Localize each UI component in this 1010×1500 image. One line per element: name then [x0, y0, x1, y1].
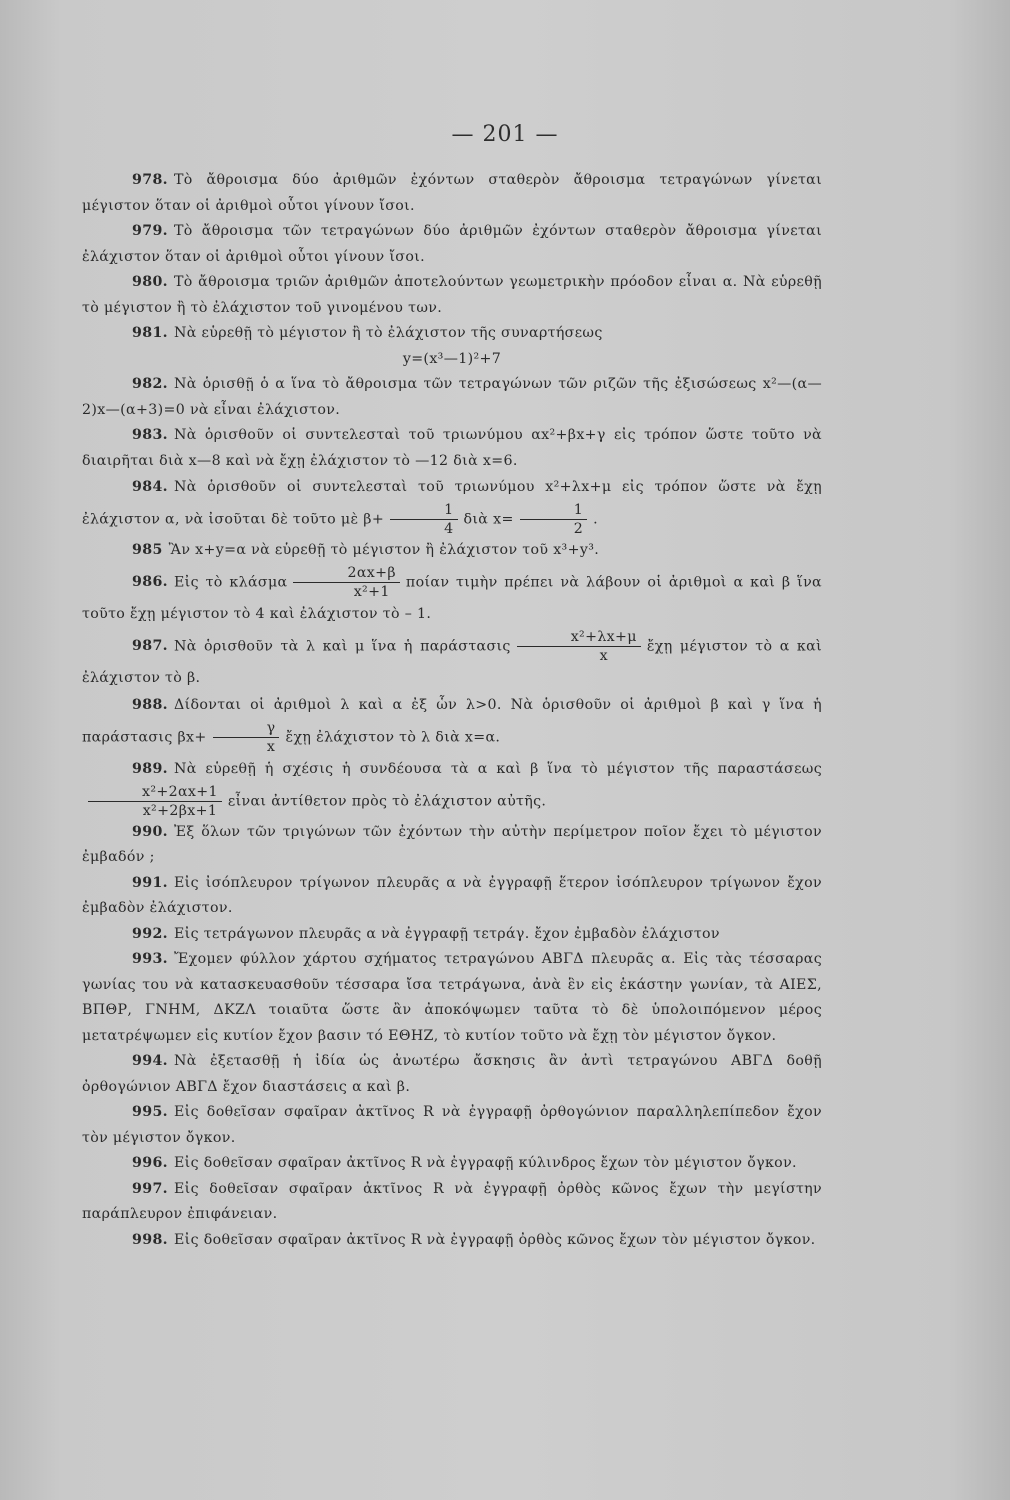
exercise-995 [82, 1100, 822, 1151]
fraction-expression [517, 628, 641, 665]
fraction-numerator: 1 [520, 501, 587, 520]
fraction-numerator: 2αx+β [293, 564, 399, 583]
exercise-990 [82, 820, 822, 871]
exercise-text: . [593, 511, 598, 528]
exercise-number: 998. [132, 1231, 168, 1248]
exercise-981 [82, 321, 822, 347]
exercise-number: 986. [132, 574, 168, 590]
exercise-number: 989. [132, 760, 168, 777]
exercise-text: Εἰς τετράγωνον πλευρᾶς α νὰ ἐγγραφῇ τετράγ. ἔχον ἐμβαδὸν ἐλάχιστον [173, 925, 720, 942]
exercise-number: 978. [132, 172, 168, 188]
exercise-number: 985 [132, 542, 163, 558]
exercise-number: 994. [132, 1053, 168, 1069]
exercise-text: Ἔχομεν φύλλον χάρτου σχήματος τετραγώνου ΑΒΓΔ πλευρᾶς α. Εἰς τὰς τέσσαρας γωνίας του νὰ κατασκευασθοῦν τέσσαρα ἴσα τετράγωνα, ἀνὰ ἓν εἰς ἑκάστην γωνίαν, τὰ ΑΙΕΣ, ΒΠΘΡ, ΓΝΗΜ, ΔΚΖΛ τοιαῦτα ὥστε ἂν ἀποκόψωμεν ταῦτα τὸ δὲ ὑπολοιπόμενον μέρος μετατρέψωμεν εἰς κυτίον ἔχον βασιν τό ΕΘΗΖ, τὸ κυτίον τοῦτο νὰ ἔχῃ τὸν μέγιστον ὄγκον. [82, 951, 822, 1044]
fraction-denominator: x²+1 [353, 583, 390, 600]
fraction-numerator: x²+λx+μ [517, 628, 641, 647]
exercise-997 [82, 1177, 822, 1228]
exercise-text: Τὸ ἄθροισμα τριῶν ἀριθμῶν ἀποτελούντων γεωμετρικὴν πρόοδον εἶναι α. Νὰ εὑρεθῇ τὸ μέγιστον ἢ τὸ ἐλάχιστον τοῦ γινομένου των. [82, 274, 822, 316]
exercise-number: 984. [132, 479, 168, 495]
exercise-text: Δίδονται οἱ ἀριθμοὶ λ καὶ α ἐξ ὧν λ>0. Νὰ ὁρισθοῦν οἱ ἀριθμοὶ β καὶ γ ἵνα ἡ παράστασις βx+ [82, 696, 822, 745]
exercise-998 [82, 1228, 822, 1254]
exercise-text: Τὸ ἄθροισμα δύο ἀριθμῶν ἐχόντων σταθερὸν ἄθροισμα τετραγώνων γίνεται μέγιστον ὅταν οἱ ἀριθμοὶ οὗτοι γίνουν ἴσοι. [82, 172, 822, 214]
fraction-denominator: x [266, 738, 276, 755]
exercise-985 [82, 538, 822, 564]
exercise-979 [82, 219, 822, 270]
exercise-number: 991. [132, 874, 168, 891]
exercise-text: εἶναι ἀντίθετον πρὸς τὸ ἐλάχιστον αὐτῆς. [227, 793, 547, 809]
exercise-number: 980. [132, 274, 168, 290]
exercise-text: ἔχῃ μέγιστον τὸ α καὶ ἐλάχιστον τὸ β. [82, 638, 822, 686]
fraction-denominator: 4 [444, 521, 454, 537]
exercise-list [82, 168, 822, 1253]
exercise-text: Εἰς ἰσόπλευρον τρίγωνον πλευρᾶς α νὰ ἐγγραφῇ ἕτερον ἰσόπλευρον τρίγωνον ἔχον ἐμβαδὸν ἐλάχιστον. [82, 874, 822, 916]
fraction-denominator: x [599, 647, 608, 664]
exercise-text: Νὰ ὁρισθοῦν τὰ λ καὶ μ ἵνα ἡ παράστασις [173, 638, 511, 654]
exercise-text: Νὰ ὁρισθοῦν οἱ συντελεσταὶ τοῦ τριωνύμου x²+λx+μ εἰς τρόπον ὥστε νὰ ἔχῃ ἐλάχιστον α, νὰ ἰσοῦται δὲ τοῦτο μὲ β+ [82, 479, 822, 528]
exercise-978 [82, 168, 822, 219]
exercise-number: 988. [132, 696, 168, 713]
exercise-983 [82, 423, 822, 474]
exercise-number: 996. [132, 1155, 168, 1171]
exercise-996 [82, 1151, 822, 1177]
exercise-987 [82, 628, 822, 692]
exercise-number: 993. [132, 951, 168, 967]
exercise-982 [82, 372, 822, 423]
fraction-denominator: x²+2βx+1 [142, 802, 218, 819]
exercise-number: 990. [132, 823, 168, 840]
exercise-number: 983. [132, 427, 168, 443]
exercise-992 [82, 922, 822, 948]
exercise-text: Εἰς δοθεῖσαν σφαῖραν ἀκτῖνος R νὰ ἐγγραφῇ ὀρθὸς κῶνος ἔχων τὴν μεγίστην παράπλευρον ἐπιφάνειαν. [82, 1180, 822, 1222]
exercise-text: Εἰς δοθεῖσαν σφαῖραν ἀκτῖνος R νὰ ἐγγραφῇ κύλινδρος ἔχων τὸν μέγιστον ὄγκον. [173, 1155, 797, 1171]
exercise-number: 992. [132, 925, 168, 942]
fraction-expression [88, 783, 222, 820]
exercise-text: Εἰς δοθεῖσαν σφαῖραν ἀκτῖνος R νὰ ἐγγραφῇ ὀρθὸς κῶνος ἔχων τὸν μέγιστον ὄγκον. [173, 1231, 816, 1248]
exercise-text: ἔχῃ ἐλάχιστον τὸ λ διὰ x=α. [285, 729, 501, 745]
fraction-numerator: γ [213, 719, 280, 738]
exercise-number: 997. [132, 1180, 168, 1197]
exercise-text: Νὰ ὁρισθῇ ὁ α ἵνα τὸ ἄθροισμα τῶν τετραγώνων τῶν ριζῶν τῆς ἐξισώσεως x²—(α—2)x—(α+3)=0 νὰ εἶναι ἐλάχιστον. [82, 376, 822, 418]
fraction-one-quarter [390, 501, 457, 538]
formula-981: y=(x³—1)²+7 [402, 350, 502, 367]
exercise-text: Ἐξ ὅλων τῶν τριγώνων τῶν ἐχόντων τὴν αὐτὴν περίμετρον ποῖον ἔχει τὸ μέγιστον ἐμβαδόν ; [82, 823, 822, 865]
exercise-994 [82, 1049, 822, 1100]
exercise-989 [82, 756, 822, 820]
exercise-text: διὰ x= [463, 511, 514, 528]
exercise-986 [82, 564, 822, 628]
exercise-991 [82, 871, 822, 922]
exercise-text: Νὰ εὑρεθῇ ἡ σχέσις ἡ συνδέουσα τὰ α καὶ β ἵνα τὸ μέγιστον τῆς παραστάσεως [173, 760, 822, 777]
fraction-expression [293, 564, 399, 601]
exercise-text: Ἂν x+y=α νὰ εὑρεθῇ τὸ μέγιστον ἢ ἐλάχιστον τοῦ x³+y³. [168, 542, 600, 558]
exercise-number: 995. [132, 1104, 168, 1120]
fraction-one-half [520, 501, 587, 538]
exercise-number: 981. [132, 325, 168, 341]
exercise-text: Νὰ εὑρεθῇ τὸ μέγιστον ἢ τὸ ἐλάχιστον τῆς συναρτήσεως [173, 325, 603, 341]
exercise-text: Εἰς δοθεῖσαν σφαῖραν ἀκτῖνος R νὰ ἐγγραφῇ ὀρθογώνιον παραλληλεπίπεδον ἔχον τὸν μέγιστον ὄγκον. [82, 1104, 822, 1146]
exercise-993 [82, 947, 822, 1049]
exercise-984 [82, 474, 822, 538]
fraction-numerator: 1 [390, 501, 457, 520]
exercise-text: Νὰ ὁρισθοῦν οἱ συντελεσταὶ τοῦ τριωνύμου αx²+βx+γ εἰς τρόπον ὥστε τοῦτο νὰ διαιρῆται διὰ x—8 καὶ νὰ ἔχῃ ἐλάχιστον τὸ —12 διὰ x=6. [82, 427, 822, 469]
exercise-980 [82, 270, 822, 321]
exercise-number: 979. [132, 223, 168, 239]
page-number: — 201 — [451, 122, 559, 147]
exercise-number: 987. [132, 638, 168, 654]
exercise-text: Νὰ ἐξετασθῇ ἡ ἰδία ὡς ἀνωτέρω ἄσκησις ἂν ἀντὶ τετραγώνου ΑΒΓΔ δοθῇ ὀρθογώνιον ΑΒΓΔ ἔχον διαστάσεις α καὶ β. [82, 1053, 822, 1095]
exercise-988 [82, 692, 822, 756]
exercise-text: Τὸ ἄθροισμα τῶν τετραγώνων δύο ἀριθμῶν ἐχόντων σταθερὸν ἄθροισμα γίνεται ἐλάχιστον ὅταν οἱ ἀριθμοὶ οὗτοι γίνουν ἴσοι. [82, 223, 822, 265]
fraction-numerator: x²+2αx+1 [88, 783, 222, 802]
fraction-denominator: 2 [573, 521, 584, 537]
exercise-text: Εἰς τὸ κλάσμα [173, 574, 288, 590]
fraction-expression [213, 719, 280, 756]
exercise-text: ποίαν τιμὴν πρέπει νὰ λάβουν οἱ ἀριθμοὶ α καὶ β ἵνα τοῦτο ἔχῃ μέγιστον τὸ 4 καὶ ἐλάχιστον τὸ – 1. [82, 574, 822, 622]
exercise-number: 982. [132, 376, 168, 392]
